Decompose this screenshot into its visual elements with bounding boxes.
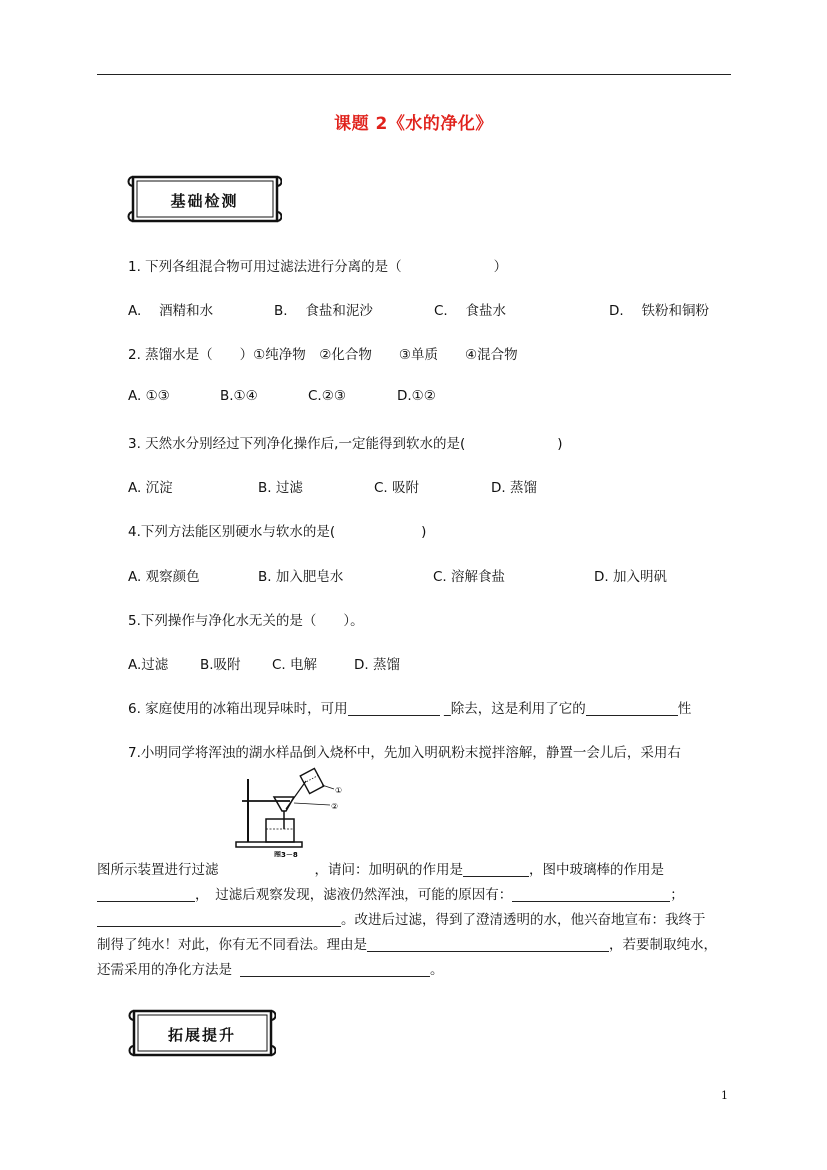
figure-marker-2: ② — [331, 802, 339, 811]
answer-blank[interactable] — [97, 887, 195, 902]
q3-option-c: C. 吸附 — [374, 480, 420, 496]
question-1: 1. 下列各组混合物可用过滤法进行分离的是（ ） — [128, 259, 508, 275]
q1-option-a: A. 酒精和水 — [128, 303, 214, 319]
answer-blank[interactable] — [97, 912, 341, 927]
q4-option-c: C. 溶解食盐 — [433, 569, 506, 585]
q3-option-b: B. 过滤 — [258, 480, 303, 496]
q3-option-d: D. 蒸馏 — [491, 480, 537, 496]
q5-option-c: C. 电解 — [272, 657, 318, 673]
q3-option-a: A. 沉淀 — [128, 480, 173, 496]
q4-option-b: B. 加入肥皂水 — [258, 569, 344, 585]
q2-option-a: A. ①③ — [128, 388, 170, 404]
section-title-basic: 基础检测 — [170, 191, 239, 210]
question-5: 5.下列操作与净化水无关的是（ ）。 — [128, 613, 364, 629]
filtration-figure — [230, 767, 350, 857]
q2-option-d: D.①② — [397, 388, 436, 404]
q5-option-b: B.吸附 — [200, 657, 241, 673]
filtration-apparatus-icon — [230, 767, 350, 857]
q4-option-d: D. 加入明矾 — [594, 569, 667, 585]
question-4: 4.下列方法能区别硬水与软水的是( ) — [128, 524, 427, 540]
page-title: 课题 2《水的净化》 — [334, 114, 493, 134]
q4-option-a: A. 观察颜色 — [128, 569, 200, 585]
question-7-intro: 7.小明同学将浑浊的湖水样品倒入烧杯中，先加入明矾粉末搅拌溶解，静置一会儿后，采用右 — [128, 745, 681, 761]
answer-blank[interactable] — [367, 937, 609, 952]
q5-option-d: D. 蒸馏 — [354, 657, 400, 673]
section-title-extended: 拓展提升 — [167, 1025, 236, 1044]
header-rule — [97, 74, 731, 75]
figure-caption: 图3－8 — [274, 851, 298, 857]
question-6: 6. 家庭使用的冰箱出现异味时，可用 _除去，这是利用了它的 性 — [128, 701, 692, 717]
answer-blank[interactable] — [348, 701, 440, 716]
answer-blank[interactable] — [463, 862, 529, 877]
section-banner-extended — [128, 1006, 276, 1062]
q1-option-d: D. 铁粉和铜粉 — [609, 303, 709, 319]
question-3: 3. 天然水分别经过下列净化操作后,一定能得到软水的是( ) — [128, 436, 563, 452]
q1-option-c: C. 食盐水 — [434, 303, 507, 319]
question-2: 2. 蒸馏水是（ ）①纯净物 ②化合物 ③单质 ④混合物 — [128, 347, 518, 363]
answer-blank[interactable] — [586, 701, 678, 716]
answer-blank[interactable] — [512, 887, 670, 902]
q1-option-b: B. 食盐和泥沙 — [274, 303, 373, 319]
page-number: 1 — [721, 1089, 728, 1102]
q2-option-c: C.②③ — [308, 388, 346, 404]
q5-option-a: A.过滤 — [128, 657, 169, 673]
section-banner-basic — [127, 172, 282, 228]
answer-blank[interactable] — [240, 962, 430, 977]
figure-marker-1: ① — [335, 786, 343, 795]
q2-option-b: B.①④ — [220, 388, 258, 404]
question-7-body: 图所示装置进行过滤 ，请问：加明矾的作用是 ，图中玻璃棒的作用是 ， 过滤后观察发现，滤液仍然浑浊，可能的原因有： ； 。改进后过滤，得到了澄清透明的水，他兴奋地宣布：我终于 制得了纯水！对此，你有无不同看法。理由是 ，若要制取纯水， 还需采用的净化方法是 。 — [97, 862, 717, 978]
